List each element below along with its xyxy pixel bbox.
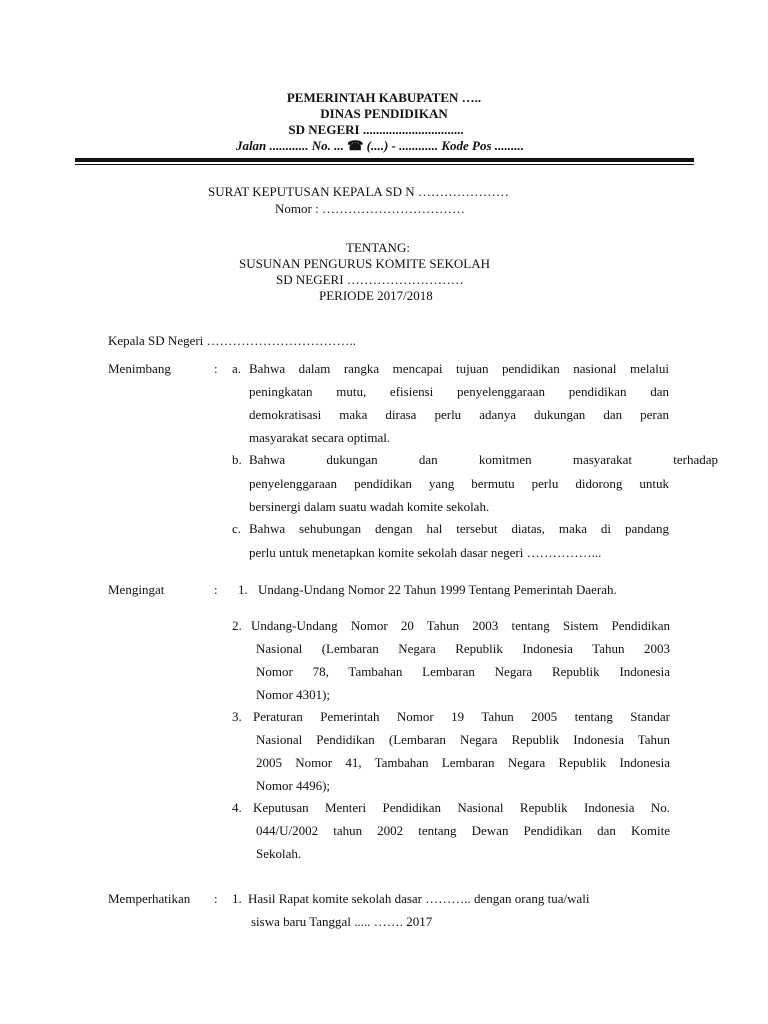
subject-line2: SD NEGERI ……………………… [276, 272, 464, 287]
menimbang-marker-b: b. [232, 452, 242, 467]
mengingat-3-line4: Nomor 4496); [256, 778, 331, 793]
address-street: Jalan ............ No. ... [235, 138, 348, 153]
mengingat-marker-1: 1. [238, 582, 248, 597]
address-phone-postcode: (....) - ............ Kode Pos ......... [363, 138, 525, 153]
opening-line: Kepala SD Negeri …………………………….. [108, 333, 357, 348]
memperhatikan-1-line2: siswa baru Tanggal ..... ……. 2017 [251, 914, 433, 929]
mengingat-4-line1: Keputusan Menteri Pendidikan Nasional Republik Indonesia No. [253, 800, 670, 815]
menimbang-c-line1: Bahwa sehubungan dengan hal tersebut diatas, maka di pandang [249, 521, 669, 536]
mengingat-2-line1: Undang-Undang Nomor 20 Tahun 2003 tentang Sistem Pendidikan [251, 618, 670, 633]
memperhatikan-label: Memperhatikan [108, 891, 191, 906]
memperhatikan-1-line1: Hasil Rapat komite sekolah dasar ……….. dengan orang tua/wali [248, 891, 590, 906]
menimbang-label: Menimbang [108, 361, 171, 376]
telephone-icon: ☎ [347, 138, 364, 153]
menimbang-marker-c: c. [232, 521, 242, 536]
mengingat-marker-3: 3. [232, 709, 242, 724]
mengingat-4-line3: Sekolah. [256, 846, 302, 861]
menimbang-a-line3: demokratisasi maka dirasa perlu adanya dukungan dan peran [249, 407, 669, 422]
menimbang-b-line2: penyelenggaraan pendidikan yang bermutu perlu didorong untuk [249, 476, 669, 491]
mengingat-2-line2: Nasional (Lembaran Negara Republik Indonesia Tahun 2003 [256, 641, 670, 656]
mengingat-3-line3: 2005 Nomor 41, Tambahan Lembaran Negara Republik Indonesia [256, 755, 670, 770]
menimbang-a-line2: peningkatan mutu, efisiensi penyelenggaraan pendidikan dan [249, 384, 669, 399]
letterhead-office: DINAS PENDIDIKAN [320, 106, 448, 121]
menimbang-colon: : [214, 361, 218, 376]
mengingat-4-line2: 044/U/2002 tahun 2002 tentang Dewan Pendidikan dan Komite [256, 823, 670, 838]
mengingat-3-line2: Nasional Pendidikan (Lembaran Negara Republik Indonesia Tahun [256, 732, 670, 747]
menimbang-a-line4: masyarakat secara optimal. [249, 430, 391, 445]
mengingat-label: Mengingat [108, 582, 165, 597]
subject-label: TENTANG: [346, 240, 410, 255]
menimbang-b-line3: bersinergi dalam suatu wadah komite sekolah. [249, 499, 490, 514]
mengingat-marker-2: 2. [232, 618, 242, 633]
mengingat-2-line4: Nomor 4301); [256, 687, 331, 702]
decree-title: SURAT KEPUTUSAN KEPALA SD N ………………… [208, 184, 509, 199]
letterhead-government: PEMERINTAH KABUPATEN ….. [286, 90, 482, 105]
decree-number: Nomor : …………………………… [275, 201, 465, 216]
subject-line1: SUSUNAN PENGURUS KOMITE SEKOLAH [239, 256, 490, 271]
menimbang-c-line2: perlu untuk menetapkan komite sekolah dasar negeri ……………... [249, 545, 602, 560]
menimbang-a-line1: Bahwa dalam rangka mencapai tujuan pendidikan nasional melalui [249, 361, 669, 376]
memperhatikan-marker-1: 1. [232, 891, 242, 906]
subject-period: PERIODE 2017/2018 [319, 288, 433, 303]
mengingat-2-line3: Nomor 78, Tambahan Lembaran Negara Republik Indonesia [256, 664, 670, 679]
memperhatikan-colon: : [214, 891, 218, 906]
letterhead-rule-thick [75, 158, 694, 162]
menimbang-b-line1: Bahwa dukungan dan komitmen masyarakat terhadap [249, 452, 719, 467]
letterhead-address [0, 138, 764, 154]
mengingat-1-line1: Undang-Undang Nomor 22 Tahun 1999 Tentang Pemerintah Daerah. [258, 582, 617, 597]
menimbang-marker-a: a. [232, 361, 242, 376]
letterhead-rule-thin [75, 164, 694, 165]
mengingat-colon: : [214, 582, 218, 597]
letterhead-school: SD NEGERI ............................... [288, 122, 464, 137]
mengingat-marker-4: 4. [232, 800, 242, 815]
mengingat-3-line1: Peraturan Pemerintah Nomor 19 Tahun 2005 tentang Standar [253, 709, 670, 724]
